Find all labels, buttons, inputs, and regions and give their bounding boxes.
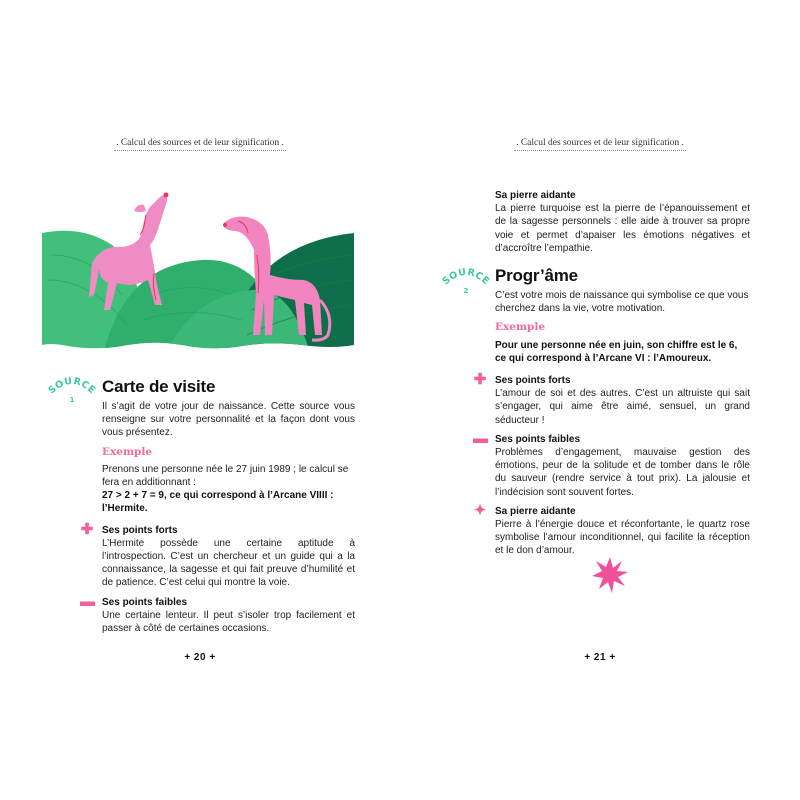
running-head: . Calcul des sources et de leur signification . xyxy=(0,138,400,148)
strengths-title: Ses points forts xyxy=(495,375,571,387)
example-result: Pour une personne née en juin, son chiffre est le 6, ce qui correspond à l’Arcane VI : l’Amoureux. xyxy=(495,339,738,364)
strengths-section xyxy=(473,371,750,427)
strengths-section xyxy=(80,520,355,590)
helping-stone-section xyxy=(473,501,750,558)
source-badge-word: SOURCE xyxy=(46,375,98,397)
weaknesses-text: Problèmes d’engagement, mauvaise gestion des émotions, peur de la solitude et de tomber dans le rôle du sauveur (rendre service à tout prix). La jalousie et l’indécision sont souvent fortes. xyxy=(495,447,750,498)
greyhound-illustration xyxy=(42,185,354,360)
svg-text:SOURCE xyxy=(441,267,492,288)
helping-stone-top xyxy=(495,189,750,261)
source-badge-number: 1 xyxy=(69,396,75,404)
source-badge-1 xyxy=(46,372,98,406)
example-result: 27 > 2 + 7 = 9, ce qui correspond à l’Arcane VIIII : l’Hermite. xyxy=(102,490,334,515)
example-text xyxy=(102,463,355,516)
example-text-body: Prenons une personne née le 27 juin 1989 ; le calcul se fera en additionnant : xyxy=(102,463,349,489)
example-label: Exemple xyxy=(102,445,153,458)
helping-stone-top-title: Sa pierre aidante xyxy=(495,190,576,201)
example-label: Exemple xyxy=(495,321,546,334)
minus-icon: ▬ xyxy=(80,592,95,610)
right-page xyxy=(400,0,800,800)
left-content xyxy=(80,400,355,641)
helping-stone-text: Pierre à l’énergie douce et réconfortante, le quartz rose symbolise l’amour inconditionnel, qui facilite la réception et le don d’amour. xyxy=(495,519,750,557)
section-title: Progr’âme xyxy=(495,266,578,285)
intro-text: Il s’agit de votre jour de naissance. Cette source vous renseigne sur votre personnalité et la façon dont vous vous présentez. xyxy=(102,401,355,439)
starburst-icon xyxy=(590,555,630,595)
minus-icon: ▬ xyxy=(473,429,488,447)
diamond-star-icon: ✦ xyxy=(473,501,487,519)
strengths-text: L’Hermite possède une certaine aptitude à l’introspection. C’est un chercheur et un guide qui a la connaissance, la sagesse et qui fait preuve d’humilité et de patience. C’est celui qui montre la voie. xyxy=(102,537,355,589)
weaknesses-section xyxy=(80,592,355,636)
plus-icon: ✚ xyxy=(473,371,487,389)
page-number: + 21 + xyxy=(584,652,616,663)
helping-stone-top-text: La pierre turquoise est la pierre de l’épanouissement et de la sagesse personnels : elle aide à trouver sa propre voie et permet d’apaiser les émotions négatives et d’accroître l’empathie. xyxy=(495,203,750,254)
strengths-text: L’amour de soi et des autres. C’est un altruiste qui sait s’engager, qui aime être aimé, sensuel, un grand séducteur ! xyxy=(495,388,750,426)
right-content xyxy=(473,289,750,564)
weaknesses-text: Une certaine lenteur. Il peut s’isoler trop facilement et passer à côté de certaines occasions. xyxy=(102,609,355,635)
weaknesses-title: Ses points faibles xyxy=(102,596,188,608)
strengths-title: Ses points forts xyxy=(102,524,178,536)
running-head: . Calcul des sources et de leur signification . xyxy=(400,138,800,148)
source-badge-number: 2 xyxy=(463,287,469,295)
intro-text: C’est votre mois de naissance qui symbolise ce que vous cherchez dans la vie, votre motivation. xyxy=(495,290,749,315)
section-title: Carte de visite xyxy=(102,377,216,396)
source-badge-2 xyxy=(440,263,492,297)
page-number: + 20 + xyxy=(184,652,216,663)
svg-text:SOURCE xyxy=(47,376,98,397)
weaknesses-title: Ses points faibles xyxy=(495,433,581,445)
plus-icon: ✚ xyxy=(80,520,94,538)
source-badge-word: SOURCE xyxy=(440,266,492,288)
weaknesses-section xyxy=(473,429,750,499)
helping-stone-title: Sa pierre aidante xyxy=(495,505,576,517)
